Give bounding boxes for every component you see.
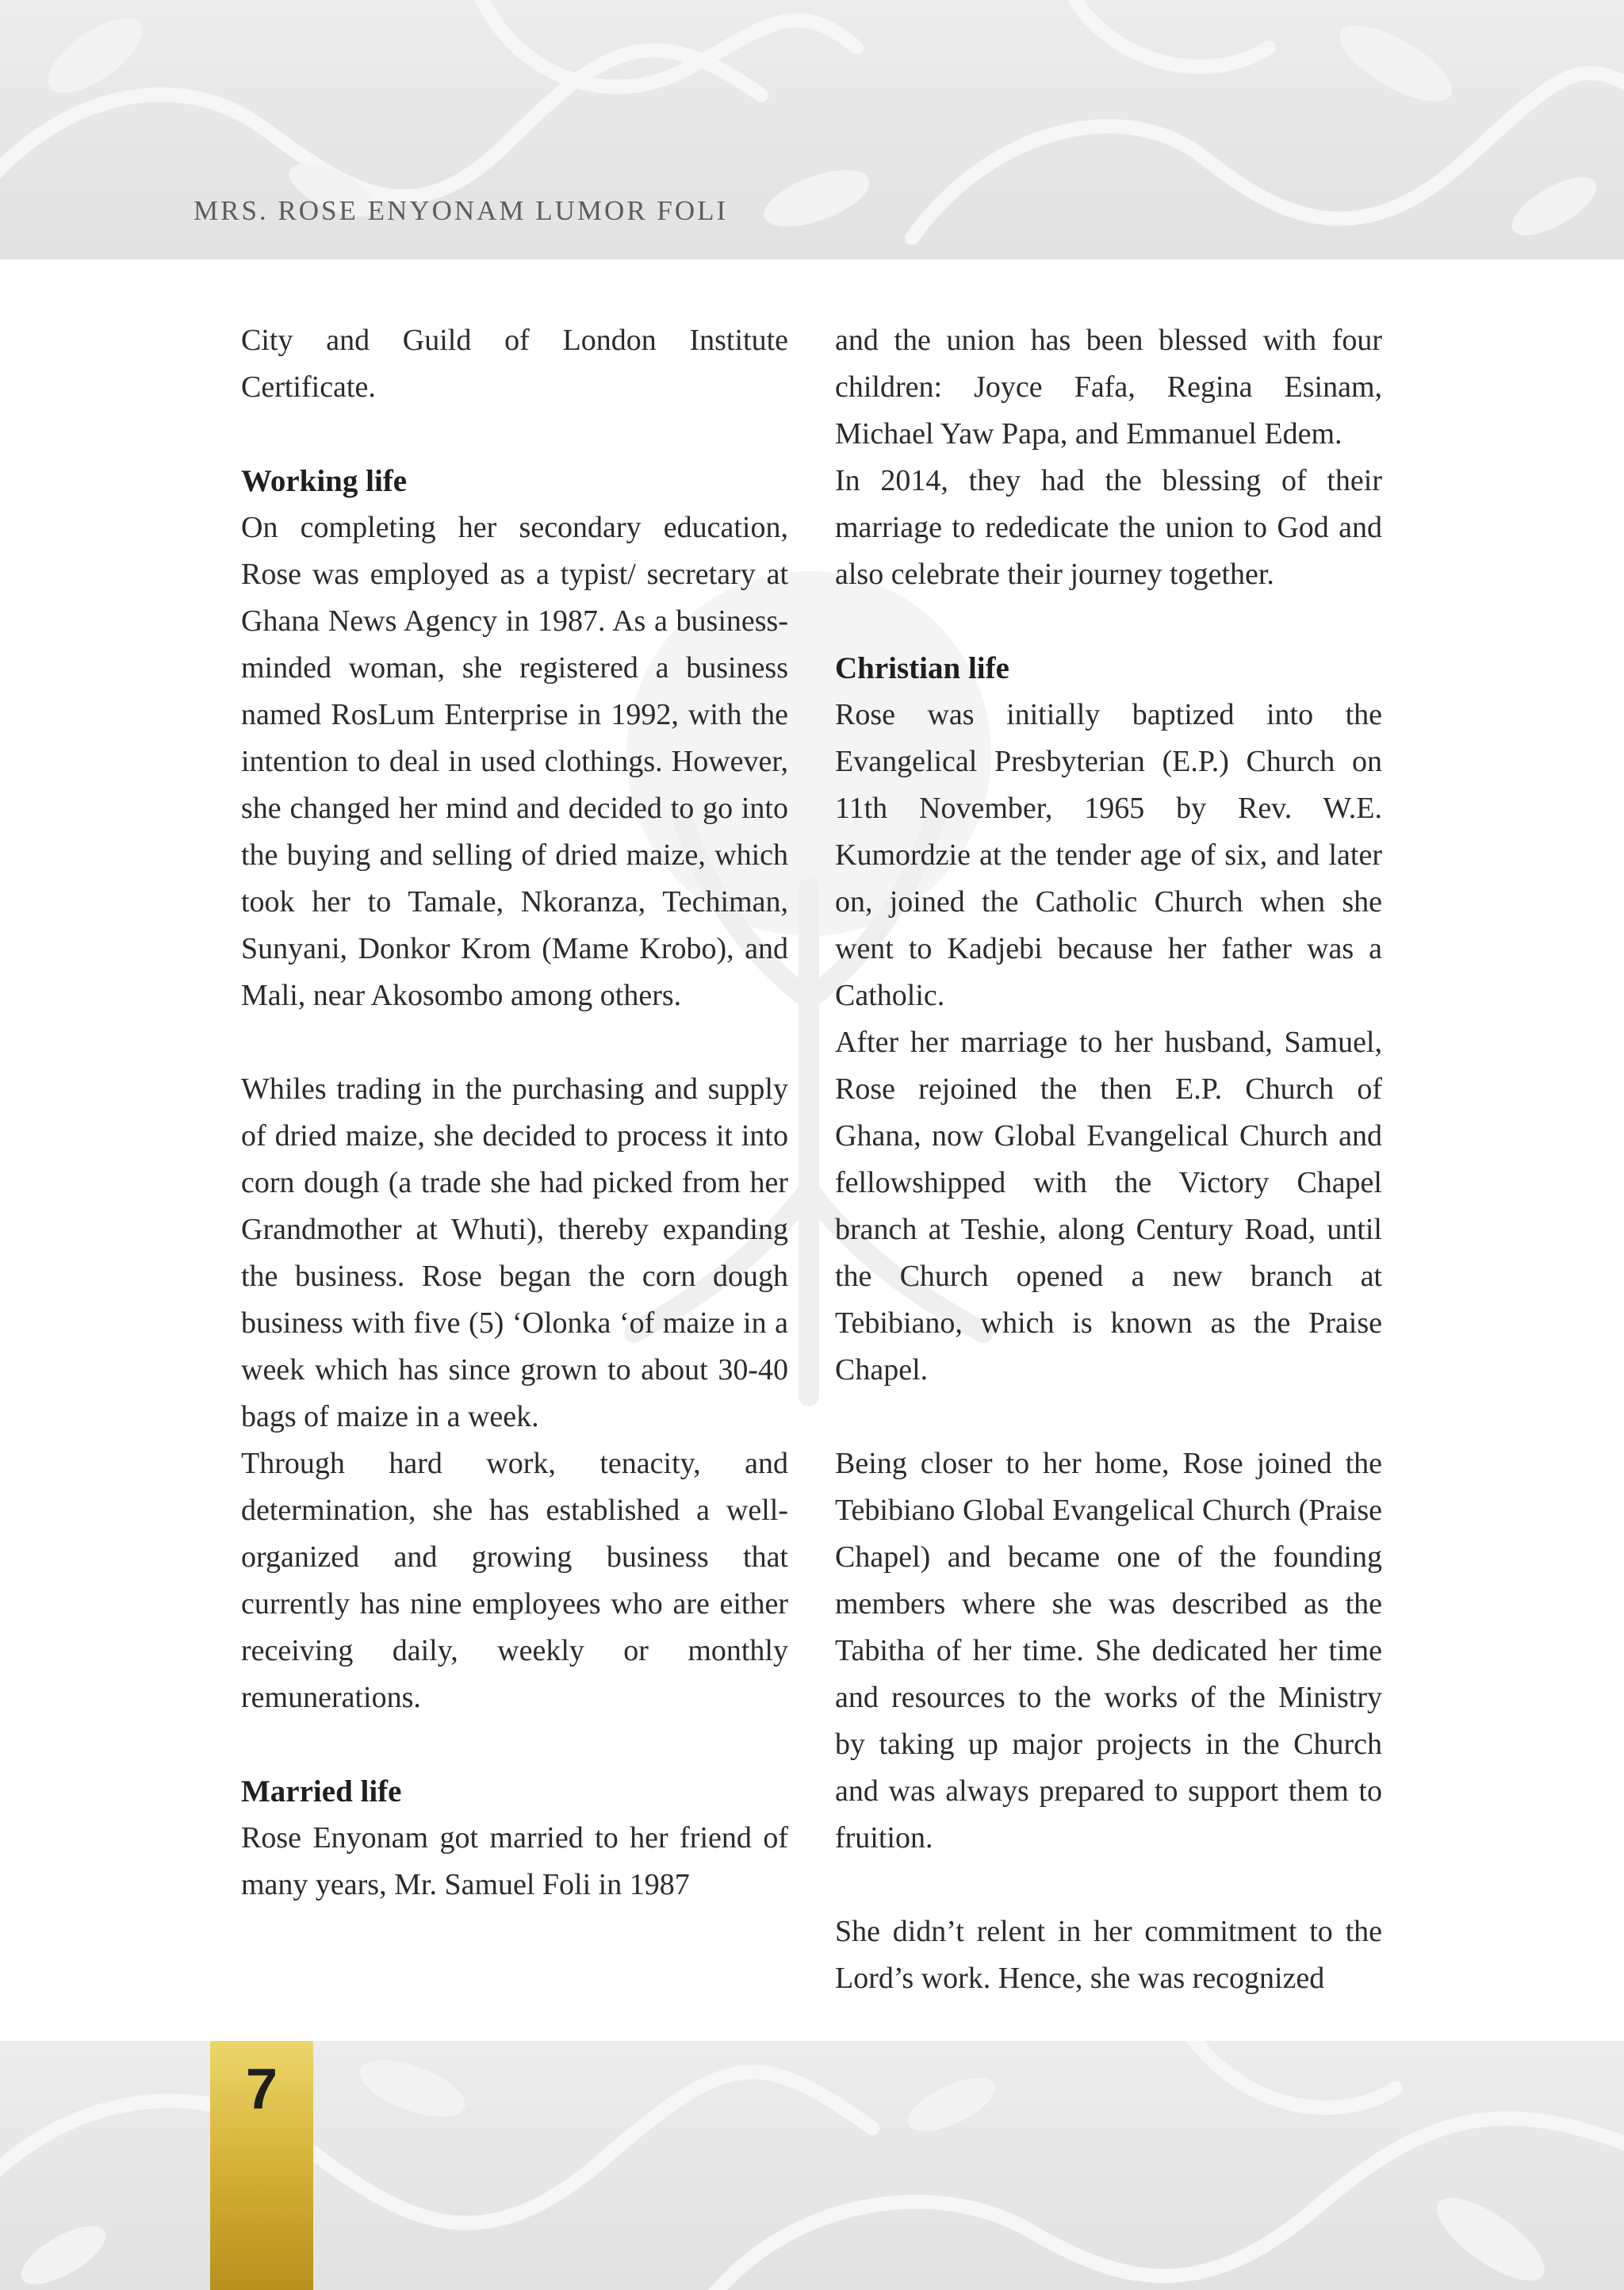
married-life-paragraph-2: and the union has been blessed with four children: Joyce Fafa, Regina Esinam, Michael Yaw Papa, and Emmanuel Edem.: [835, 324, 1382, 451]
intro-paragraph: City and Guild of London Institute Certificate.: [241, 324, 788, 404]
christian-life-paragraph-1: Rose was initially baptized into the Evangelical Presbyterian (E.P.) Church on 11th November, 1965 by Rev. W.E. Kumordzie at the tender age of six, and later on, joined the Catholic Church when she went to Kadjebi because her father was a Catholic.: [835, 698, 1382, 1012]
right-column: [835, 317, 1382, 2002]
working-life-paragraph-3: Through hard work, tenacity, and determination, she has established a well-organized and growing business that currently has nine employees who are either receiving daily, weekly or monthly remunerations.: [241, 1447, 788, 1714]
married-life-heading: Married life: [241, 1774, 402, 1809]
header-band: [0, 0, 1624, 259]
christian-life-paragraph-3: Being closer to her home, Rose joined the Tebibiano Global Evangelical Church (Praise Chapel) and became one of the founding members where she was described as the Tabitha of her time. She dedicated her time and resources to the works of the Ministry by taking up major projects in the Church and was always prepared to support them to fruition.: [835, 1447, 1382, 1855]
married-life-paragraph-3: In 2014, they had the blessing of their marriage to rededicate the union to God and also celebrate their journey together.: [835, 464, 1382, 591]
married-life-paragraph-1: Rose Enyonam got married to her friend of many years, Mr. Samuel Foli in 1987: [241, 1821, 788, 1901]
working-life-heading: Working life: [241, 464, 408, 498]
working-life-paragraph-2: Whiles trading in the purchasing and supply of dried maize, she decided to process it into corn dough (a trade she had picked from her Grandmother at Whuti), thereby expanding the business. Rose began the corn dough business with five (5) ‘Olonka ‘of maize in a week which has since grown to about 30-40 bags of maize in a week.: [241, 1072, 788, 1433]
christian-life-heading: Christian life: [835, 651, 1009, 685]
page-number: 7: [245, 2058, 278, 2121]
page-number-tab: [210, 2041, 313, 2290]
working-life-paragraph-1: On completing her secondary education, Rose was employed as a typist/ secretary at Ghana News Agency in 1987. As a business-minded woman, she registered a business named RosLum Enterprise in 1992, with the intention to deal in used clothings. However, she changed her mind and decided to go into the buying and selling of dried maize, which took her to Tamale, Nkoranza, Techiman, Sunyani, Donkor Krom (Mame Krobo), and Mali, near Akosombo among others.: [241, 511, 788, 1012]
left-column: [241, 317, 788, 1908]
christian-life-paragraph-4: She didn’t relent in her commitment to the Lord’s work. Hence, she was recognized: [835, 1915, 1382, 1995]
christian-life-paragraph-2: After her marriage to her husband, Samuel, Rose rejoined the then E.P. Church of Ghana, now Global Evangelical Church and fellowshipped with the Victory Chapel branch at Teshie, along Century Road, until the Church opened a new branch at Tebibiano, which is known as the Praise Chapel.: [835, 1026, 1382, 1387]
running-title: MRS. ROSE ENYONAM LUMOR FOLI: [193, 195, 729, 226]
